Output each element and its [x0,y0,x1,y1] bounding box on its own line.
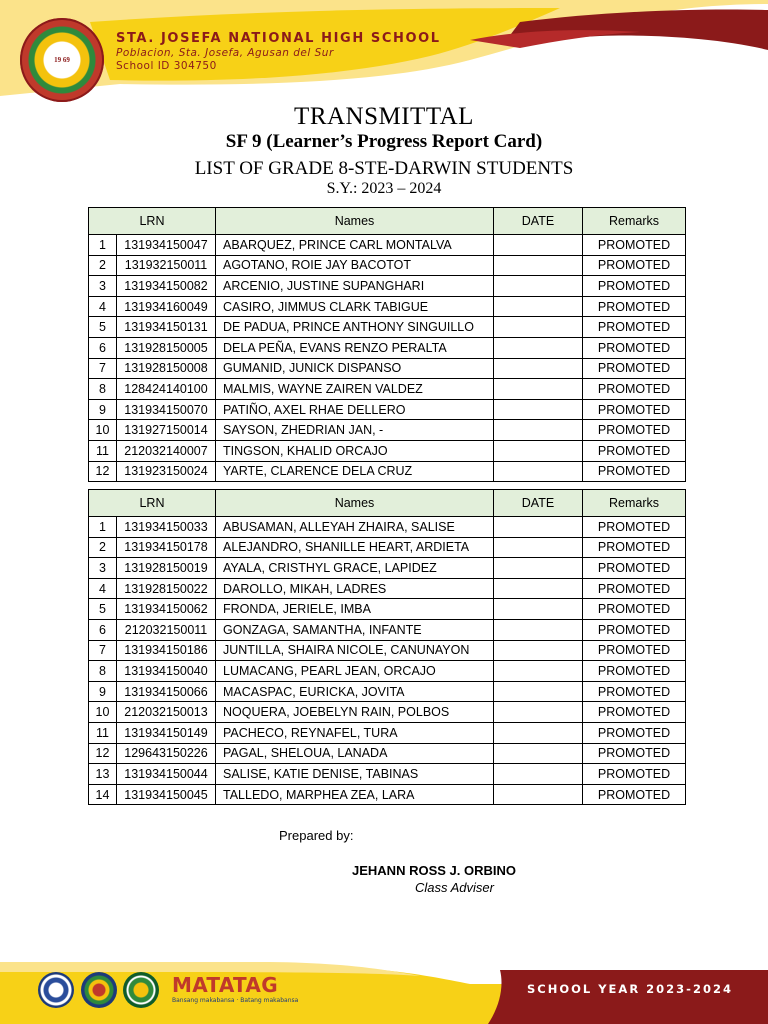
table-row [89,640,686,661]
student-name-cell: GONZAGA, SAMANTHA, INFANTE [216,619,494,640]
lrn-header: LRN [89,490,216,517]
document-title: TRANSMITTAL [294,103,474,130]
student-name-cell: DAROLLO, MIKAH, LADRES [216,578,494,599]
student-name-cell: CASIRO, JIMMUS CLARK TABIGUE [216,296,494,317]
table-row [89,461,686,482]
table-row [89,235,686,256]
names-header: Names [216,208,494,235]
student-table-1 [88,207,686,482]
lrn-cell: 131934150044 [117,764,216,785]
student-name-cell: ABUSAMAN, ALLEYAH ZHAIRA, SALISE [216,517,494,538]
matatag-logo: MATATAG [172,973,278,997]
date-cell [494,337,583,358]
seal-year: 19 69 [54,56,70,64]
lrn-cell: 131934150131 [117,317,216,338]
row-number: 6 [89,619,117,640]
lrn-cell: 131934150033 [117,517,216,538]
remarks-cell: PROMOTED [583,317,686,338]
table-row [89,558,686,579]
row-number: 8 [89,379,117,400]
bagong-pilipinas-logo [81,972,117,1008]
table-row [89,537,686,558]
remarks-cell: PROMOTED [583,420,686,441]
row-number: 3 [89,276,117,297]
remarks-header: Remarks [583,208,686,235]
remarks-cell: PROMOTED [583,722,686,743]
date-cell [494,461,583,482]
student-name-cell: LUMACANG, PEARL JEAN, ORCAJO [216,661,494,682]
table-row [89,764,686,785]
table-row [89,681,686,702]
table-row [89,784,686,805]
lrn-cell: 131934150149 [117,722,216,743]
remarks-cell: PROMOTED [583,440,686,461]
prepared-by-label: Prepared by: [279,828,354,843]
lrn-cell: 131934150082 [117,276,216,297]
table-row [89,358,686,379]
row-number: 5 [89,599,117,620]
row-number: 4 [89,578,117,599]
remarks-cell: PROMOTED [583,743,686,764]
table-row [89,578,686,599]
date-cell [494,784,583,805]
remarks-cell: PROMOTED [583,661,686,682]
date-cell [494,255,583,276]
date-cell [494,681,583,702]
lrn-cell: 131934150045 [117,784,216,805]
lrn-cell: 131927150014 [117,420,216,441]
date-cell [494,537,583,558]
date-cell [494,743,583,764]
lrn-cell: 131934150186 [117,640,216,661]
remarks-cell: PROMOTED [583,517,686,538]
school-seal-logo [20,18,104,102]
lrn-cell: 131934150178 [117,537,216,558]
date-cell [494,379,583,400]
school-address: Poblacion, Sta. Josefa, Agusan del Sur [116,47,334,59]
row-number: 12 [89,461,117,482]
table-row [89,661,686,682]
date-cell [494,399,583,420]
remarks-cell: PROMOTED [583,578,686,599]
row-number: 5 [89,317,117,338]
table-header-row [89,208,686,235]
student-name-cell: TALLEDO, MARPHEA ZEA, LARA [216,784,494,805]
student-name-cell: PACHECO, REYNAFEL, TURA [216,722,494,743]
lrn-cell: 131934150070 [117,399,216,420]
lrn-header: LRN [89,208,216,235]
remarks-cell: PROMOTED [583,255,686,276]
remarks-cell: PROMOTED [583,681,686,702]
student-name-cell: AGOTANO, ROIE JAY BACOTOT [216,255,494,276]
lrn-cell: 131934150047 [117,235,216,256]
remarks-cell: PROMOTED [583,399,686,420]
student-name-cell: DE PADUA, PRINCE ANTHONY SINGUILLO [216,317,494,338]
date-cell [494,358,583,379]
row-number: 11 [89,722,117,743]
table-row [89,517,686,538]
remarks-cell: PROMOTED [583,702,686,723]
remarks-cell: PROMOTED [583,379,686,400]
lrn-cell: 131928150005 [117,337,216,358]
list-title: LIST OF GRADE 8-STE-DARWIN STUDENTS [194,158,574,179]
student-table-2-body [89,517,686,805]
lrn-cell: 131934150066 [117,681,216,702]
row-number: 9 [89,399,117,420]
row-number: 6 [89,337,117,358]
row-number: 10 [89,420,117,441]
row-number: 3 [89,558,117,579]
lrn-cell: 131934160049 [117,296,216,317]
student-name-cell: YARTE, CLARENCE DELA CRUZ [216,461,494,482]
date-header: DATE [494,490,583,517]
student-name-cell: FRONDA, JERIELE, IMBA [216,599,494,620]
lrn-cell: 128424140100 [117,379,216,400]
date-cell [494,317,583,338]
student-name-cell: JUNTILLA, SHAIRA NICOLE, CANUNAYON [216,640,494,661]
table-row [89,420,686,441]
row-number: 1 [89,517,117,538]
table-row [89,296,686,317]
table-row [89,440,686,461]
date-cell [494,296,583,317]
row-number: 2 [89,255,117,276]
date-cell [494,440,583,461]
lrn-cell: 131934150062 [117,599,216,620]
table-row [89,276,686,297]
table-row [89,619,686,640]
row-number: 7 [89,358,117,379]
student-name-cell: PATIÑO, AXEL RHAE DELLERO [216,399,494,420]
remarks-cell: PROMOTED [583,764,686,785]
table-header-row [89,490,686,517]
remarks-cell: PROMOTED [583,619,686,640]
row-number: 4 [89,296,117,317]
lrn-cell: 212032150011 [117,619,216,640]
table-row [89,722,686,743]
row-number: 14 [89,784,117,805]
date-cell [494,420,583,441]
student-name-cell: SAYSON, ZHEDRIAN JAN, - [216,420,494,441]
date-cell [494,619,583,640]
lrn-cell: 129643150226 [117,743,216,764]
school-year-title: S.Y.: 2023 – 2024 [326,180,442,197]
student-name-cell: PAGAL, SHELOUA, LANADA [216,743,494,764]
row-number: 2 [89,537,117,558]
date-cell [494,276,583,297]
lrn-cell: 131928150019 [117,558,216,579]
date-cell [494,661,583,682]
student-name-cell: ARCENIO, JUSTINE SUPANGHARI [216,276,494,297]
table-row [89,399,686,420]
student-name-cell: GUMANID, JUNICK DISPANSO [216,358,494,379]
student-name-cell: MALMIS, WAYNE ZAIREN VALDEZ [216,379,494,400]
lrn-cell: 212032150013 [117,702,216,723]
date-cell [494,578,583,599]
student-name-cell: AYALA, CRISTHYL GRACE, LAPIDEZ [216,558,494,579]
adviser-title: Class Adviser [415,880,494,895]
table-row [89,702,686,723]
form-title: SF 9 (Learner’s Progress Report Card) [225,131,543,152]
student-name-cell: SALISE, KATIE DENISE, TABINAS [216,764,494,785]
row-number: 10 [89,702,117,723]
remarks-cell: PROMOTED [583,296,686,317]
remarks-cell: PROMOTED [583,537,686,558]
row-number: 13 [89,764,117,785]
table-row [89,379,686,400]
row-number: 8 [89,661,117,682]
row-number: 12 [89,743,117,764]
names-header: Names [216,490,494,517]
date-cell [494,640,583,661]
date-cell [494,722,583,743]
student-name-cell: ABARQUEZ, PRINCE CARL MONTALVA [216,235,494,256]
footer-school-year: SCHOOL YEAR 2023-2024 [527,982,733,996]
school-name: STA. JOSEFA NATIONAL HIGH SCHOOL [116,31,441,46]
remarks-cell: PROMOTED [583,276,686,297]
matatag-tagline: Bansang makabansa · Batang makabansa [172,997,299,1004]
student-name-cell: TINGSON, KHALID ORCAJO [216,440,494,461]
remarks-cell: PROMOTED [583,235,686,256]
table-row [89,743,686,764]
table-row [89,255,686,276]
lrn-cell: 131928150022 [117,578,216,599]
table-row [89,317,686,338]
remarks-cell: PROMOTED [583,558,686,579]
date-cell [494,517,583,538]
school-id: School ID 304750 [116,60,217,72]
date-cell [494,558,583,579]
date-cell [494,764,583,785]
remarks-cell: PROMOTED [583,337,686,358]
table-row [89,599,686,620]
lrn-cell: 131928150008 [117,358,216,379]
student-name-cell: DELA PEÑA, EVANS RENZO PERALTA [216,337,494,358]
date-cell [494,702,583,723]
row-number: 9 [89,681,117,702]
student-name-cell: MACASPAC, EURICKA, JOVITA [216,681,494,702]
deped-seal-logo [38,972,74,1008]
remarks-cell: PROMOTED [583,640,686,661]
division-seal-logo [123,972,159,1008]
remarks-cell: PROMOTED [583,461,686,482]
date-cell [494,235,583,256]
student-table-2 [88,489,686,805]
student-name-cell: NOQUERA, JOEBELYN RAIN, POLBOS [216,702,494,723]
row-number: 1 [89,235,117,256]
lrn-cell: 212032140007 [117,440,216,461]
lrn-cell: 131932150011 [117,255,216,276]
date-cell [494,599,583,620]
table-row [89,337,686,358]
lrn-cell: 131923150024 [117,461,216,482]
row-number: 11 [89,440,117,461]
lrn-cell: 131934150040 [117,661,216,682]
student-name-cell: ALEJANDRO, SHANILLE HEART, ARDIETA [216,537,494,558]
adviser-name: JEHANN ROSS J. ORBINO [352,863,516,878]
row-number: 7 [89,640,117,661]
remarks-cell: PROMOTED [583,358,686,379]
remarks-cell: PROMOTED [583,784,686,805]
student-table-1-body [89,235,686,482]
date-header: DATE [494,208,583,235]
remarks-cell: PROMOTED [583,599,686,620]
remarks-header: Remarks [583,490,686,517]
